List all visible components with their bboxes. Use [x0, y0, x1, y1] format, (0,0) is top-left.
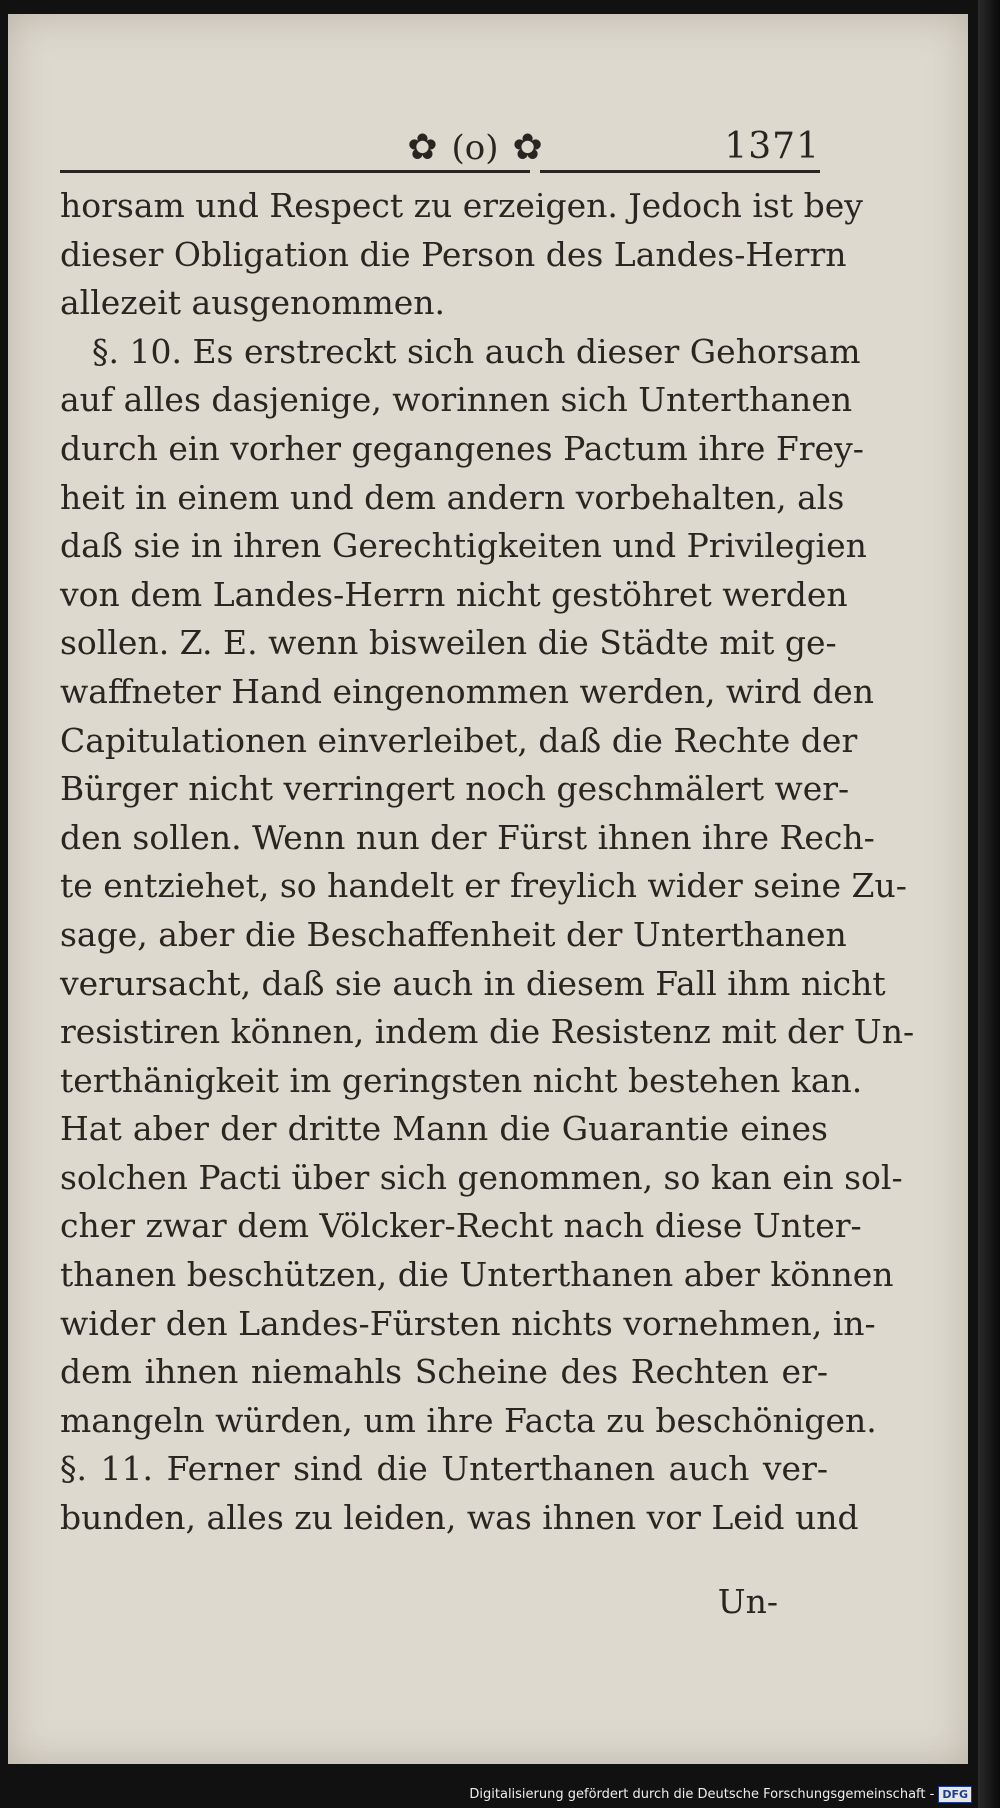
text-line: thanen beschützen, die Unterthanen aber können: [60, 1255, 894, 1295]
text-line: waffneter Hand eingenommen werden, wird den: [60, 671, 875, 711]
header-rule: [540, 170, 820, 173]
text-line: resistiren können, indem die Resistenz mit der Un-: [60, 1012, 915, 1052]
text-line: auf alles dasjenige, worinnen sich Unterthanen: [60, 380, 853, 420]
text-line: dieser Obligation die Person des Landes-Herrn: [60, 234, 847, 274]
text-line: mangeln würden, um ihre Facta zu beschönigen.: [60, 1400, 877, 1440]
credit-text: Digitalisierung gefördert durch die Deutsche Forschungsgemeinschaft -: [469, 1787, 935, 1802]
text-line: terthänigkeit im geringsten nicht bestehen kan.: [60, 1060, 863, 1100]
body-text: [60, 182, 915, 1543]
page-header: [60, 126, 820, 174]
text-line: solchen Pacti über sich genommen, so kan ein sol-: [60, 1157, 903, 1197]
text-line: verursacht, daß sie auch in diesem Fall ihm nicht: [60, 963, 886, 1003]
dfg-logo: DFG: [938, 1786, 972, 1803]
text-line: horsam und Respect zu erzeigen. Jedoch ist bey: [60, 186, 863, 225]
text-line: sollen. Z. E. wenn bisweilen die Städte mit ge-: [60, 623, 837, 663]
digitization-credit: [469, 1786, 972, 1803]
text-line: cher zwar dem Völcker-Recht nach diese Unter-: [60, 1206, 862, 1246]
header-ornament: [350, 126, 600, 170]
text-line: Capitulationen einverleibet, daß die Rechte der: [60, 720, 858, 760]
text-line: durch ein vorher gegangenes Pactum ihre Frey-: [60, 428, 864, 468]
text-line: den sollen. Wenn nun der Fürst ihnen ihre Rech-: [60, 817, 875, 857]
text-line: daß sie in ihren Gerechtigkeiten und Privilegien: [60, 526, 867, 566]
text-line: wider den Landes-Fürsten nichts vornehmen, in-: [60, 1303, 876, 1343]
book-page: [8, 14, 968, 1764]
text-line: von dem Landes-Herrn nicht gestöhret werden: [60, 574, 848, 614]
ornament-text: (o): [451, 128, 499, 168]
text-line: §. 11. Ferner sind die Unterthanen auch ver-: [60, 1449, 828, 1489]
text-line: Hat aber der dritte Mann die Guarantie eines: [60, 1109, 828, 1149]
book-spine: [978, 0, 1000, 1808]
text-line: heit in einem und dem andern vorbehalten, als: [60, 477, 845, 517]
text-line: bunden, alles zu leiden, was ihnen vor Leid und: [60, 1498, 859, 1538]
text-line: sage, aber die Beschaffenheit der Unterthanen: [60, 914, 847, 954]
text-line: dem ihnen niemahls Scheine des Rechten er-: [60, 1352, 828, 1392]
catchword: Un-: [717, 1582, 778, 1621]
flower-ornament-icon: ✿: [407, 127, 438, 168]
text-line: §. 10. Es erstreckt sich auch dieser Gehorsam: [92, 331, 861, 371]
header-rule: [60, 170, 530, 173]
text-line: te entziehet, so handelt er freylich wider seine Zu-: [60, 866, 907, 906]
page-number: 1371: [724, 126, 820, 167]
text-line: allezeit ausgenommen.: [60, 283, 446, 323]
flower-ornament-icon: ✿: [512, 127, 543, 168]
text-line: Bürger nicht verringert noch geschmälert wer-: [60, 769, 850, 809]
